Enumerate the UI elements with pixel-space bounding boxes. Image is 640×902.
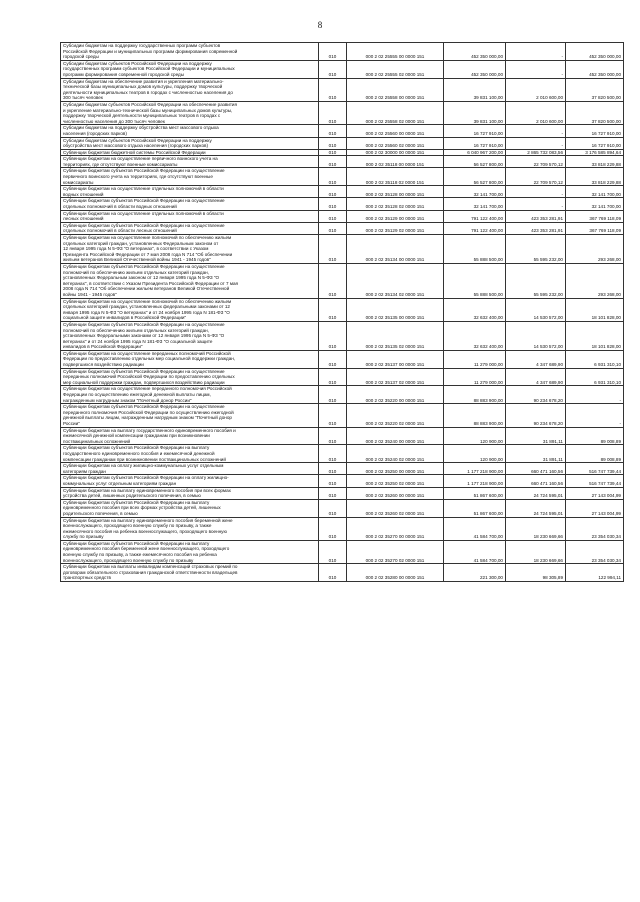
cell-remaining: 367 769 118,09	[566, 222, 624, 234]
cell-name: Субвенции бюджетам субъектов Российской Федерации на осуществление полномочий по обеспечению жильем отдельных категорий граждан, установленных Федеральным законом от 12 января 1995 года N 5-ФЗ "О ветеранах", в соответствии с Указом Президента Российской Федерации от 7 мая 2008 года N 714 "Об обеспечении жильем ветеранов Великой Отечественной войны 1941 - 1945 годов"	[61, 263, 319, 298]
cell-executed: 24 724 595,01	[506, 487, 566, 499]
cell-name: Субвенции бюджетам субъектов Российской Федерации на выплату единовременного пособия беременной жене военнослужащего, проходящего военную службу по призыву, а также ежемесячного пособия на ребенка военнослужащего, проходящего военную службу по призыву	[61, 540, 319, 563]
cell-code: 010	[319, 298, 347, 321]
table-row	[61, 210, 624, 222]
cell-approved: 88 883 900,00	[444, 386, 506, 404]
cell-code: 010	[319, 125, 347, 137]
cell-remaining: 27 143 004,99	[566, 487, 624, 499]
cell-code: 010	[319, 350, 347, 368]
cell-kbk: 000 2 02 35260 02 0000 151	[347, 499, 444, 517]
cell-name: Субвенции бюджетам субъектов Российской Федерации на осуществление переданного полномочия Российской Федерации по осуществлению ежегодной денежной выплаты лицам, награжденным нагрудным знаком "Почетный донор России"	[61, 404, 319, 427]
cell-kbk: 000 2 02 35134 02 0000 151	[347, 263, 444, 298]
cell-name: Субсидии бюджетам на обеспечение развития и укрепления материально- технической базы муниципальных домов культуры, поддержку творческой деятельности муниципальных театров в городах с численностью населения до 300 тысяч человек	[61, 78, 319, 101]
cell-kbk: 000 2 02 35270 02 0000 151	[347, 540, 444, 563]
cell-executed: 14 530 572,00	[506, 321, 566, 350]
cell-name: Субвенции бюджетам субъектов Российской Федерации на осуществление полномочий по обеспечению жильем отдельных категорий граждан, установленных Федеральными законами от 12 января 1995 года N 5-ФЗ "О ветеранах" и от 24 ноября 1995 года N 181-ФЗ "О социальной защите инвалидов в Российской Федерации"	[61, 321, 319, 350]
cell-executed: 24 724 595,01	[506, 499, 566, 517]
cell-code: 010	[319, 321, 347, 350]
table-row	[61, 78, 624, 101]
cell-remaining: 16 727 910,00	[566, 137, 624, 149]
cell-executed: 98 305,89	[506, 564, 566, 582]
cell-remaining: 89 008,89	[566, 427, 624, 445]
cell-kbk: 000 2 02 35135 02 0000 151	[347, 321, 444, 350]
table-row	[61, 487, 624, 499]
cell-name: Субвенции бюджетам на оплату жилищно-коммунальных услуг отдельным категориям граждан	[61, 463, 319, 475]
cell-kbk: 000 2 02 30000 00 0000 151	[347, 149, 444, 156]
cell-name: Субсидии бюджетам субъектов Российской Федерации на поддержку обустройства мест массового отдыха населения (городских парков)	[61, 137, 319, 149]
cell-approved: 51 867 600,00	[444, 499, 506, 517]
cell-approved: 39 831 100,00	[444, 78, 506, 101]
cell-approved: 1 177 218 900,00	[444, 475, 506, 487]
cell-remaining: 18 101 828,00	[566, 298, 624, 321]
cell-remaining: 16 727 910,00	[566, 125, 624, 137]
cell-code: 010	[319, 404, 347, 427]
cell-name: Субсидии бюджетам на поддержку обустройства мест массового отдыха населения (городских парков)	[61, 125, 319, 137]
cell-name: Субвенции бюджетам на осуществление первичного воинского учета на территориях, где отсутствуют военные комиссариаты	[61, 156, 319, 168]
cell-kbk: 000 2 02 35220 00 0000 151	[347, 386, 444, 404]
cell-name: Субвенции бюджетам на выплату единовременного пособия при всех формах устройства детей, лишенных родительского попечения, в семью	[61, 487, 319, 499]
cell-code: 010	[319, 156, 347, 168]
cell-code: 010	[319, 60, 347, 78]
cell-name: Субвенции бюджетам субъектов Российской Федерации на выплату государственного единовременного пособия и ежемесячной денежной компенсации гражданам при возникновении поствакцинальных осложнений	[61, 445, 319, 463]
cell-approved: 32 632 400,00	[444, 298, 506, 321]
cell-remaining: -	[566, 386, 624, 404]
cell-approved: 32 141 700,00	[444, 198, 506, 210]
cell-executed: -	[506, 186, 566, 198]
cell-remaining: 37 820 500,00	[566, 78, 624, 101]
table-row	[61, 517, 624, 540]
cell-remaining: 32 141 700,00	[566, 198, 624, 210]
table-row	[61, 235, 624, 264]
cell-code: 010	[319, 222, 347, 234]
cell-code: 010	[319, 235, 347, 264]
cell-name: Субвенции бюджетам на осуществление полномочий по обеспечению жильем отдельных категорий граждан, установленных федеральными законами от 12 января 1995 года N 5-ФЗ "О ветеранах" и от 24 ноября 1995 года N 181-ФЗ "О социальной защите инвалидов в Российской Федерации"	[61, 298, 319, 321]
table-row	[61, 427, 624, 445]
cell-approved: 11 279 000,00	[444, 350, 506, 368]
cell-executed: 4 347 689,90	[506, 350, 566, 368]
cell-code: 010	[319, 198, 347, 210]
cell-kbk: 000 2 02 35129 02 0000 151	[347, 222, 444, 234]
table-row	[61, 298, 624, 321]
cell-kbk: 000 2 02 35240 02 0000 151	[347, 445, 444, 463]
cell-executed: 423 353 281,91	[506, 210, 566, 222]
cell-approved: 32 141 700,00	[444, 186, 506, 198]
cell-approved: 16 727 910,00	[444, 125, 506, 137]
cell-kbk: 000 2 02 35250 02 0000 151	[347, 475, 444, 487]
cell-remaining: 6 931 310,10	[566, 368, 624, 386]
cell-remaining: 6 931 310,10	[566, 350, 624, 368]
cell-executed: 55 595 232,00	[506, 263, 566, 298]
cell-name: Субвенции бюджетам субъектов Российской Федерации на осуществление отдельных полномочий в области лесных отношений	[61, 222, 319, 234]
cell-executed: 18 230 669,66	[506, 517, 566, 540]
cell-remaining: 293 268,00	[566, 263, 624, 298]
budget-execution-table	[60, 42, 624, 582]
cell-approved: 32 632 400,00	[444, 321, 506, 350]
cell-remaining: 33 818 229,88	[566, 156, 624, 168]
cell-remaining: 122 994,11	[566, 564, 624, 582]
cell-code: 010	[319, 210, 347, 222]
cell-name: Субсидии бюджетам субъектов Российской Федерации на поддержку государственных программ субъектов Российской Федерации и муниципальных программ формирования современной городской среды	[61, 60, 319, 78]
table-body	[61, 43, 624, 582]
cell-approved: 88 883 900,00	[444, 404, 506, 427]
table-row	[61, 540, 624, 563]
cell-approved: 120 900,00	[444, 445, 506, 463]
cell-name: Субвенции бюджетам на осуществление переданного полномочия Российской Федерации по осуществлению ежегодной денежной выплаты лицам, награжденным нагрудным знаком "Почетный донор России"	[61, 386, 319, 404]
cell-name: Субсидии бюджетам на поддержку государственных программ субъектов Российской Федерации и муниципальных программ формирования современной городской среды	[61, 43, 319, 61]
cell-code: 010	[319, 263, 347, 298]
cell-name: Субвенции бюджетам субъектов Российской Федерации на осуществление переданных полномочий Российской Федерации по предоставлению отдельных мер социальной поддержки граждан, подвергшихся воздействию радиации	[61, 368, 319, 386]
cell-remaining: 367 769 118,09	[566, 210, 624, 222]
cell-code: 010	[319, 487, 347, 499]
cell-approved: 452 350 000,00	[444, 60, 506, 78]
cell-kbk: 000 2 02 35260 00 0000 151	[347, 487, 444, 499]
table-row	[61, 445, 624, 463]
cell-kbk: 000 2 02 35250 00 0000 151	[347, 463, 444, 475]
cell-name: Субвенции бюджетам субъектов Российской Федерации на выплату единовременного пособия при всех формах устройства детей, лишенных родительского попечения, в семью	[61, 499, 319, 517]
cell-code: 010	[319, 517, 347, 540]
cell-approved: 791 122 400,00	[444, 222, 506, 234]
cell-executed: -	[506, 198, 566, 210]
cell-kbk: 000 2 02 25555 00 0000 151	[347, 43, 444, 61]
cell-name: Субвенции бюджетам на выплату государственного единовременного пособия и ежемесячной денежной компенсации гражданам при возникновении поствакцинальных осложнений	[61, 427, 319, 445]
table-row	[61, 386, 624, 404]
cell-approved: 56 527 800,00	[444, 156, 506, 168]
table-row	[61, 564, 624, 582]
table-row	[61, 125, 624, 137]
cell-executed: 31 891,11	[506, 427, 566, 445]
cell-code: 010	[319, 540, 347, 563]
cell-executed: 423 353 281,91	[506, 222, 566, 234]
cell-code: 010	[319, 427, 347, 445]
cell-code: 010	[319, 564, 347, 582]
table-row	[61, 222, 624, 234]
cell-remaining: 516 747 739,44	[566, 475, 624, 487]
cell-approved: 120 900,00	[444, 427, 506, 445]
table-row	[61, 156, 624, 168]
cell-kbk: 000 2 02 25560 02 0000 151	[347, 137, 444, 149]
table-row	[61, 463, 624, 475]
cell-kbk: 000 2 02 25558 02 0000 151	[347, 101, 444, 124]
cell-code: 010	[319, 445, 347, 463]
cell-remaining: 516 747 739,44	[566, 463, 624, 475]
cell-executed: 660 471 160,56	[506, 475, 566, 487]
cell-approved: 41 584 700,00	[444, 540, 506, 563]
cell-executed: 2 865 732 083,56	[506, 149, 566, 156]
cell-approved: 41 584 700,00	[444, 517, 506, 540]
cell-remaining: 33 818 229,88	[566, 168, 624, 186]
cell-remaining: 37 820 500,00	[566, 101, 624, 124]
cell-remaining: 3 176 585 894,64	[566, 149, 624, 156]
cell-approved: 51 867 600,00	[444, 487, 506, 499]
cell-kbk: 000 2 02 35128 00 0000 151	[347, 186, 444, 198]
cell-remaining: 32 141 700,00	[566, 186, 624, 198]
cell-code: 010	[319, 101, 347, 124]
cell-executed: 22 709 570,12	[506, 156, 566, 168]
cell-name: Субвенции бюджетам на осуществление отдельных полномочий в области лесных отношений	[61, 210, 319, 222]
cell-remaining: 89 008,89	[566, 445, 624, 463]
cell-kbk: 000 2 02 35220 02 0000 151	[347, 404, 444, 427]
table-row	[61, 186, 624, 198]
cell-executed: 2 010 600,00	[506, 78, 566, 101]
cell-name: Субвенции бюджетам на осуществление переданных полномочий Российской Федерации по предоставлению отдельных мер социальной поддержки граждан, подвергшихся воздействию радиации	[61, 350, 319, 368]
table-row	[61, 368, 624, 386]
table-row	[61, 350, 624, 368]
cell-executed: -	[506, 125, 566, 137]
cell-code: 010	[319, 475, 347, 487]
cell-kbk: 000 2 02 35135 00 0000 151	[347, 298, 444, 321]
cell-code: 010	[319, 499, 347, 517]
table-row	[61, 499, 624, 517]
cell-name: Субвенции бюджетам субъектов Российской Федерации на оплату жилищно- коммунальных услуг отдельным категориям граждан	[61, 475, 319, 487]
cell-approved: 56 527 800,00	[444, 168, 506, 186]
cell-kbk: 000 2 02 35280 00 0000 151	[347, 564, 444, 582]
cell-code: 010	[319, 386, 347, 404]
cell-kbk: 000 2 02 25558 00 0000 151	[347, 78, 444, 101]
table-row	[61, 475, 624, 487]
cell-kbk: 000 2 02 35134 00 0000 151	[347, 235, 444, 264]
cell-remaining: 293 268,00	[566, 235, 624, 264]
cell-approved: 39 831 100,00	[444, 101, 506, 124]
cell-kbk: 000 2 02 35137 02 0000 151	[347, 368, 444, 386]
cell-kbk: 000 2 02 35118 00 0000 151	[347, 156, 444, 168]
cell-executed: -	[506, 60, 566, 78]
cell-remaining: 18 101 828,00	[566, 321, 624, 350]
cell-executed: 18 230 669,66	[506, 540, 566, 563]
cell-kbk: 000 2 02 35270 00 0000 151	[347, 517, 444, 540]
cell-approved: 791 122 400,00	[444, 210, 506, 222]
page-number: 8	[317, 20, 323, 30]
cell-executed: -	[506, 43, 566, 61]
cell-kbk: 000 2 02 35128 02 0000 151	[347, 198, 444, 210]
cell-approved: 16 727 910,00	[444, 137, 506, 149]
cell-executed: 4 347 689,90	[506, 368, 566, 386]
cell-name: Субвенции бюджетам субъектов Российской Федерации на осуществление отдельных полномочий в области водных отношений	[61, 198, 319, 210]
table-row	[61, 263, 624, 298]
cell-kbk: 000 2 02 35240 00 0000 151	[347, 427, 444, 445]
table-row	[61, 149, 624, 156]
cell-executed: 660 471 160,56	[506, 463, 566, 475]
cell-kbk: 000 2 02 35137 00 0000 151	[347, 350, 444, 368]
cell-approved: 452 350 000,00	[444, 43, 506, 61]
cell-kbk: 000 2 02 35129 00 0000 151	[347, 210, 444, 222]
cell-code: 010	[319, 43, 347, 61]
cell-executed: 31 891,11	[506, 445, 566, 463]
cell-approved: 1 177 218 900,00	[444, 463, 506, 475]
cell-executed: -	[506, 137, 566, 149]
cell-approved: 221 300,00	[444, 564, 506, 582]
cell-code: 010	[319, 463, 347, 475]
table-row	[61, 168, 624, 186]
cell-executed: 55 595 232,00	[506, 235, 566, 264]
cell-code: 010	[319, 149, 347, 156]
cell-code: 010	[319, 368, 347, 386]
cell-executed: 22 709 570,12	[506, 168, 566, 186]
table-row	[61, 321, 624, 350]
cell-remaining: 452 350 000,00	[566, 60, 624, 78]
cell-code: 010	[319, 168, 347, 186]
table-row	[61, 43, 624, 61]
cell-executed: 2 010 600,00	[506, 101, 566, 124]
cell-approved: 55 888 500,00	[444, 235, 506, 264]
cell-remaining: 23 354 030,34	[566, 517, 624, 540]
table-row	[61, 101, 624, 124]
cell-name: Субвенции бюджетам на осуществление полномочий по обеспечению жильем отдельных категорий граждан, установленных Федеральным законом от 12 января 1995 года N 5-ФЗ "О ветеранах", в соответствии с Указом Президента Российской Федерации от 7 мая 2008 года N 714 "Об обеспечении жильем ветеранов Великой Отечественной войны 1941 - 1945 годов"	[61, 235, 319, 264]
cell-name: Субвенции бюджетам бюджетной системы Российской Федерации	[61, 149, 319, 156]
cell-code: 010	[319, 78, 347, 101]
cell-kbk: 000 2 02 35118 02 0000 151	[347, 168, 444, 186]
cell-code: 010	[319, 186, 347, 198]
cell-name: Субвенции бюджетам на выплату единовременного пособия беременной жене военнослужащего, проходящего военную службу по призыву, а также ежемесячного пособия на ребенка военнослужащего, проходящего военную службу по призыву	[61, 517, 319, 540]
table-row	[61, 404, 624, 427]
cell-remaining: 27 143 004,99	[566, 499, 624, 517]
cell-executed: 14 530 572,00	[506, 298, 566, 321]
cell-code: 010	[319, 137, 347, 149]
cell-remaining: -	[566, 404, 624, 427]
cell-remaining: 23 354 030,34	[566, 540, 624, 563]
cell-approved: 55 888 500,00	[444, 263, 506, 298]
table-row	[61, 198, 624, 210]
cell-name: Субвенции бюджетам на выплаты инвалидам компенсаций страховых премий по договорам обязательного страхования гражданской ответственности владельцев транспортных средств	[61, 564, 319, 582]
cell-name: Субвенции бюджетам субъектов Российской Федерации на осуществление первичного воинского учета на территориях, где отсутствуют военные комиссариаты	[61, 168, 319, 186]
cell-kbk: 000 2 02 25560 00 0000 151	[347, 125, 444, 137]
table-row	[61, 137, 624, 149]
cell-executed: 90 234 678,20	[506, 404, 566, 427]
cell-kbk: 000 2 02 25555 02 0000 151	[347, 60, 444, 78]
cell-approved: 11 279 000,00	[444, 368, 506, 386]
table-row	[61, 60, 624, 78]
cell-approved: 6 040 967 200,00	[444, 149, 506, 156]
cell-remaining: 452 350 000,00	[566, 43, 624, 61]
cell-name: Субвенции бюджетам на осуществление отдельных полномочий в области водных отношений	[61, 186, 319, 198]
cell-name: Субсидии бюджетам субъектов Российской Федерации на обеспечение развития и укрепление материально-технической базы муниципальных домов культуры, поддержку творческой деятельности муниципальных театров в городах с численностью населения до 300 тысяч человек	[61, 101, 319, 124]
cell-executed: 90 234 678,20	[506, 386, 566, 404]
